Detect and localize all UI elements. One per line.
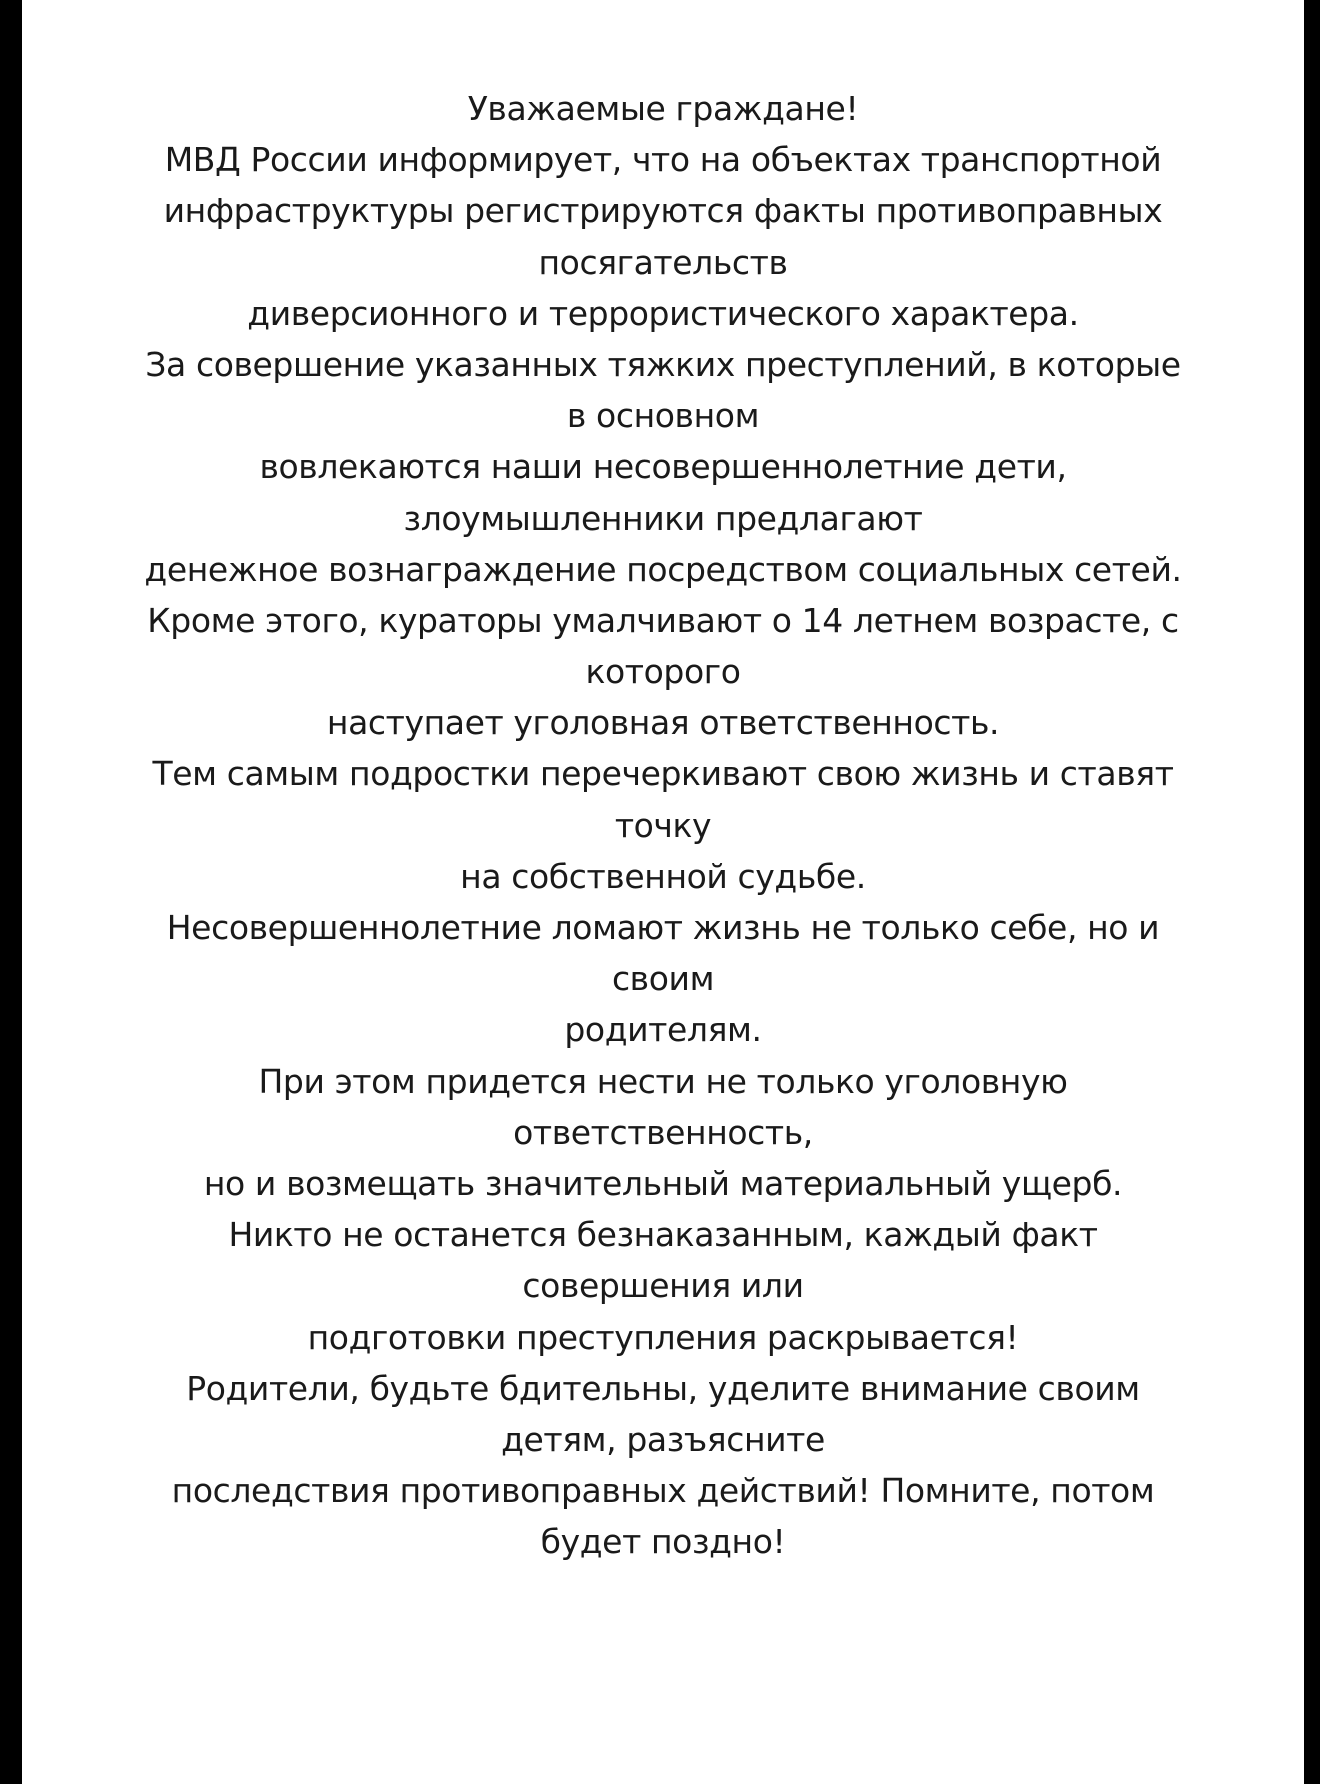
notice-line: которого [585,652,741,692]
notice-text [22,83,1304,1567]
notice-line: Кроме этого, кураторы умалчивают о 14 летнем возрасте, с [147,600,1179,640]
notice-line: детям, разъясните [501,1419,825,1459]
notice-line: на собственной судьбе. [460,856,866,896]
notice-line: последствия противоправных действий! Помните, потом [171,1471,1155,1511]
document-page [22,0,1304,1784]
notice-line: родителям. [564,1010,762,1050]
notice-line: МВД России информирует, что на объектах транспортной [164,140,1162,180]
notice-line: Тем самым подростки перечеркивают свою жизнь и ставят [152,754,1174,794]
notice-line: подготовки преступления раскрывается! [307,1317,1019,1357]
notice-line: денежное вознаграждение посредством социальных сетей. [144,549,1182,589]
notice-line: диверсионного и террористического характера. [247,293,1079,333]
notice-line: Уважаемые граждане! [467,89,859,128]
notice-line: посягательств [538,242,788,282]
notice-line: Несовершеннолетние ломают жизнь не только себе, но и [166,908,1160,947]
notice-line: злоумышленники предлагают [403,498,923,538]
notice-line: инфраструктуры регистрируются факты противоправных [163,191,1163,231]
notice-line: совершения или [522,1266,804,1306]
notice-line: При этом придется нести не только уголовную [258,1061,1068,1101]
notice-line: ответственность, [513,1112,813,1152]
notice-line: Никто не останется безнаказанным, каждый факт [228,1215,1098,1255]
notice-line: но и возмещать значительный материальный ущерб. [203,1163,1123,1203]
notice-line: За совершение указанных тяжких преступлений, в которые [145,344,1181,384]
notice-line: своим [611,959,715,999]
notice-line: в основном [566,396,760,436]
notice-line: будет поздно! [540,1522,786,1562]
notice-line: наступает уголовная ответственность. [326,703,1000,743]
notice-line: Родители, будьте бдительны, уделите внимание своим [186,1368,1140,1408]
notice-line: вовлекаются наши несовершеннолетние дети, [259,447,1067,487]
notice-line: точку [614,805,712,845]
